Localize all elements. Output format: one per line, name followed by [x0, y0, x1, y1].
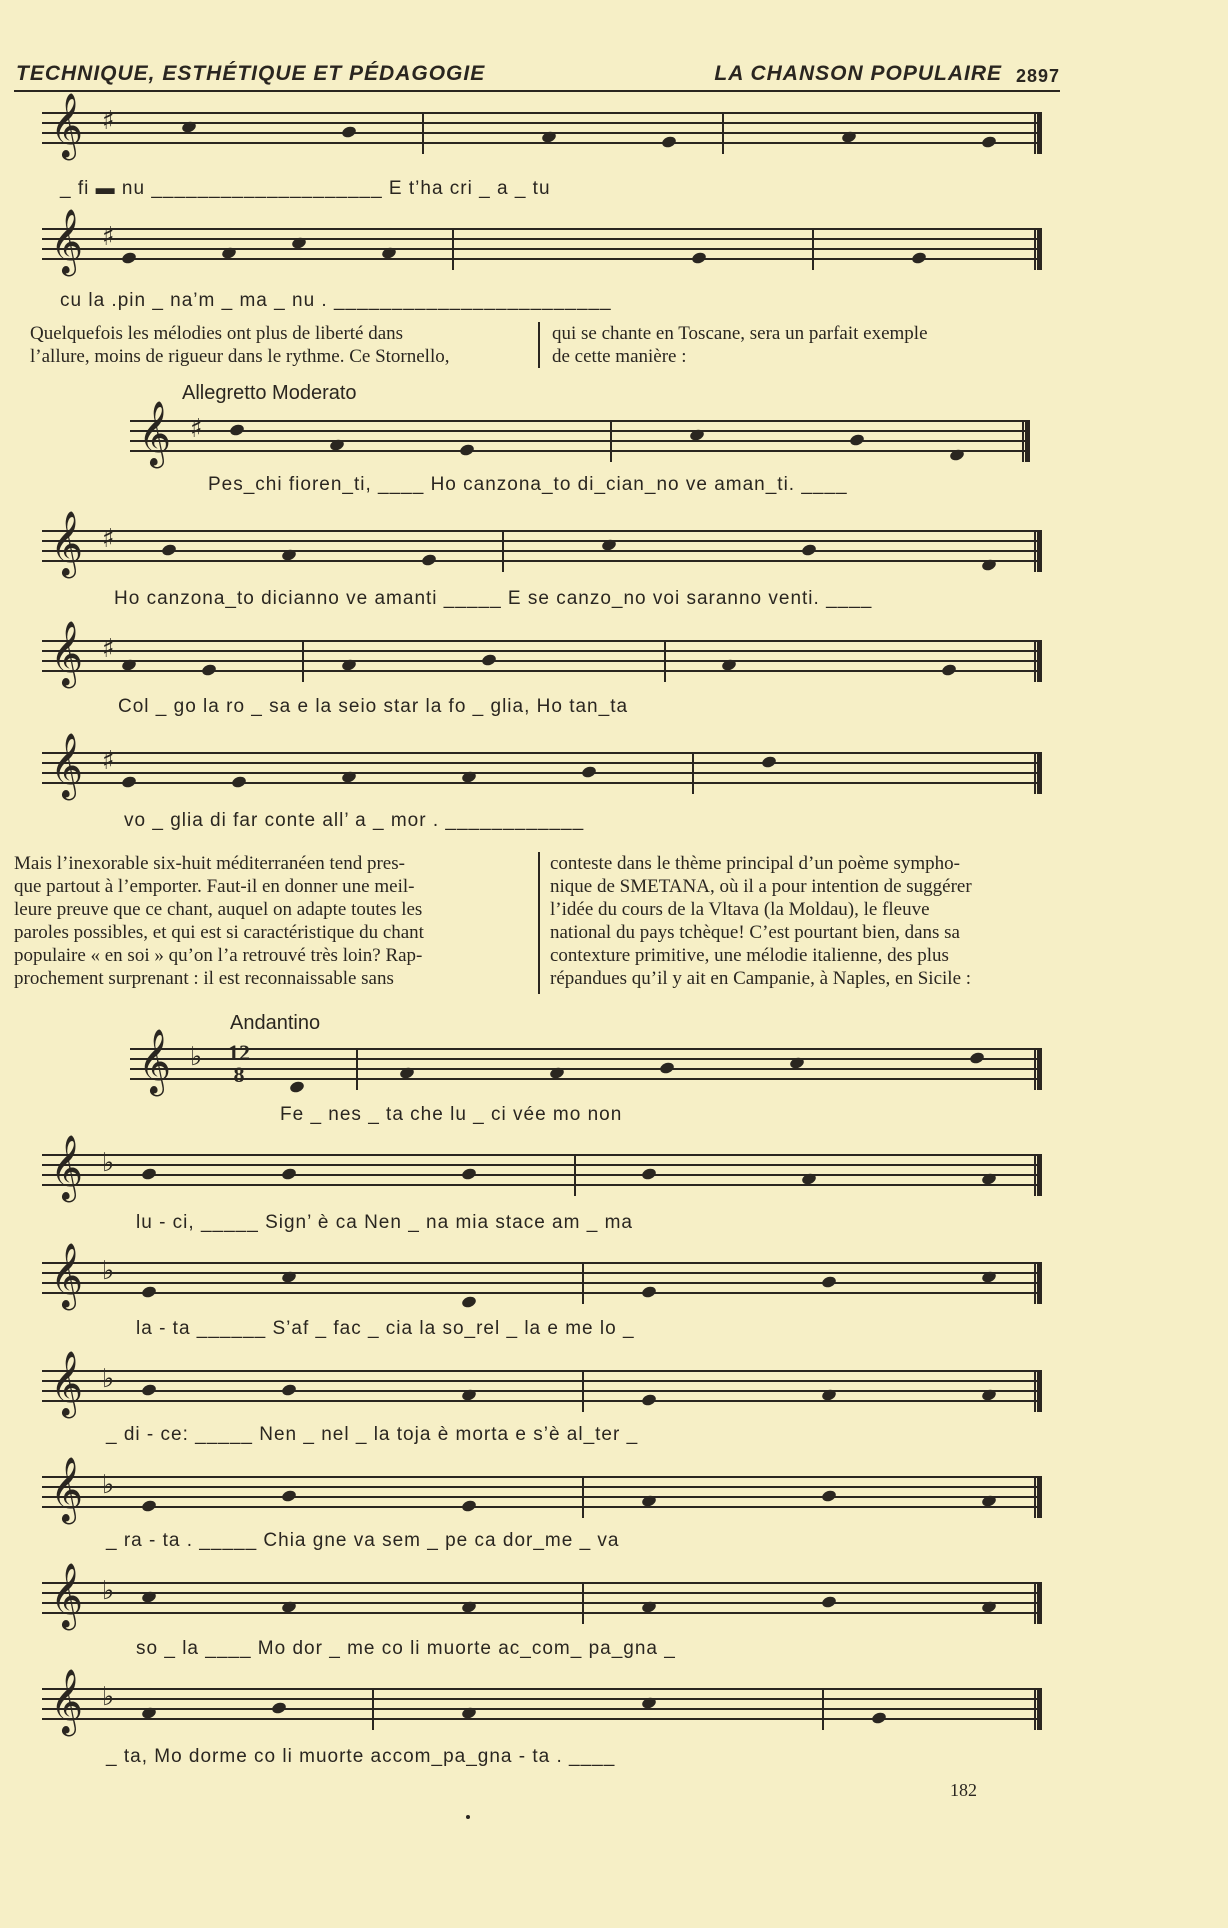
lyrics-line: Pes_chi fioren_ti, ____ Ho canzona_to di_cian_no ve aman_ti. ____ [208, 474, 848, 495]
staff-end-line [1034, 1688, 1042, 1730]
note [121, 251, 138, 265]
text-line: Quelquefois les mélodies ont plus de liberté dans [30, 323, 404, 344]
music-staff [42, 733, 1042, 798]
treble-clef-icon: 𝄞 [50, 209, 84, 274]
music-staff [42, 1457, 1042, 1522]
text-line: contexture primitive, une mélodie italienne, des plus [550, 945, 949, 966]
barline [372, 1688, 374, 1730]
note [281, 1167, 298, 1181]
lyrics-line: lu - ci, _____ Sign’ è ca Nen _ na mia stace am _ ma [136, 1212, 633, 1233]
note [461, 1600, 478, 1614]
note [981, 1388, 998, 1402]
note [271, 1701, 288, 1715]
lyrics-line: _ ta, Mo dorme co li muorte accom_pa_gna - ta . ____ [106, 1746, 616, 1767]
note [821, 1388, 838, 1402]
key-signature-sharp: ♯ [190, 414, 203, 444]
treble-clef-icon: 𝄞 [50, 511, 84, 576]
note [281, 1489, 298, 1503]
text-line: qui se chante en Toscane, sera un parfait exemple [552, 323, 928, 344]
text-line: leure preuve que ce chant, auquel on adapte toutes les [14, 899, 423, 920]
music-staff [42, 621, 1042, 686]
note [821, 1489, 838, 1503]
note [141, 1285, 158, 1299]
note [981, 135, 998, 149]
text-line: national du pays tchèque! C’est pourtant bien, dans sa [550, 922, 960, 943]
note [661, 135, 678, 149]
note [821, 1595, 838, 1609]
note [141, 1499, 158, 1513]
staff-end-line [1034, 640, 1042, 682]
note [381, 246, 398, 260]
staff-end-line [1034, 228, 1042, 270]
lyrics-line: la - ta ______ S’af _ fac _ cia la so_rel _ la e me lo _ [136, 1318, 635, 1339]
lyrics-line: Fe _ nes _ ta che lu _ ci vée mo non [280, 1104, 623, 1125]
music-staff [42, 1563, 1042, 1628]
treble-clef-icon: 𝄞 [50, 1243, 84, 1308]
note [981, 558, 998, 572]
text-line: Mais l’inexorable six-huit méditerranéen tend pres- [14, 853, 405, 874]
paragraph-right [550, 852, 1064, 990]
note [641, 1285, 658, 1299]
key-signature-flat: ♭ [102, 1364, 115, 1394]
note [141, 1590, 158, 1604]
key-signature-sharp: ♯ [102, 524, 115, 554]
text-line: conteste dans le thème principal d’un poème sympho- [550, 853, 960, 874]
note [801, 543, 818, 557]
key-signature-sharp: ♯ [102, 106, 115, 136]
text-line: l’idée du cours de la Vltava (la Moldau), le fleuve [550, 899, 930, 920]
note [281, 548, 298, 562]
key-signature-sharp: ♯ [102, 634, 115, 664]
treble-clef-icon: 𝄞 [50, 1457, 84, 1522]
treble-clef-icon: 𝄞 [50, 1135, 84, 1200]
treble-clef-icon: 𝄞 [50, 1351, 84, 1416]
note [329, 438, 346, 452]
note [969, 1051, 986, 1065]
note [689, 428, 706, 442]
note [601, 538, 618, 552]
note [481, 653, 498, 667]
note [801, 1172, 818, 1186]
staff-end-line [1034, 1370, 1042, 1412]
signature-number: 182 [950, 1780, 977, 1800]
lyrics-line: cu la .pin _ na’m _ ma _ nu . ________________________ [60, 290, 612, 311]
time-signature [228, 1042, 250, 1086]
note [981, 1270, 998, 1284]
treble-clef-icon: 𝄞 [138, 1029, 172, 1094]
staff-end-line [1034, 1048, 1042, 1090]
staff-end-line [1034, 1262, 1042, 1304]
note [291, 236, 308, 250]
note [461, 1499, 478, 1513]
staff-end-line [1034, 1154, 1042, 1196]
time-signature-top: 12 [228, 1040, 250, 1065]
lyrics-line: vo _ glia di far conte all’ a _ mor . ____________ [124, 810, 585, 831]
note [871, 1711, 888, 1725]
music-staff [42, 1135, 1042, 1200]
barline [722, 112, 724, 154]
note [459, 443, 476, 457]
barline [664, 640, 666, 682]
lyrics-line: _ fi ▬ nu ____________________ E t’ha cri _ a _ tu [60, 178, 551, 199]
treble-clef-icon: 𝄞 [50, 621, 84, 686]
music-staff [130, 1029, 1042, 1094]
note [721, 658, 738, 672]
lyrics-line: Ho canzona_to dicianno ve amanti _____ E se canzo_no voi saranno venti. ____ [114, 588, 873, 609]
note [641, 1600, 658, 1614]
note [841, 130, 858, 144]
note [289, 1080, 306, 1094]
staff-end-line [1022, 420, 1030, 462]
note [121, 658, 138, 672]
note [911, 251, 928, 265]
note [141, 1167, 158, 1181]
note [941, 663, 958, 677]
barline [356, 1048, 358, 1090]
music-staff [42, 511, 1042, 576]
note [821, 1275, 838, 1289]
text-line: l’allure, moins de rigueur dans le rythme. Ce Stornello, [30, 346, 450, 367]
text-line: prochement surprenant : il est reconnaissable sans [14, 968, 394, 989]
note [981, 1600, 998, 1614]
note [461, 1295, 478, 1309]
music-staff [42, 209, 1042, 274]
staff-end-line [1034, 1476, 1042, 1518]
page-number: 2897 [1015, 66, 1060, 86]
barline [582, 1582, 584, 1624]
treble-clef-icon: 𝄞 [50, 93, 84, 158]
note [541, 130, 558, 144]
key-signature-sharp: ♯ [102, 222, 115, 252]
note [281, 1270, 298, 1284]
paragraph-left [30, 322, 528, 368]
music-staff [130, 401, 1030, 466]
staff-end-line [1034, 112, 1042, 154]
text-line: populaire « en soi » qu’on l’a retrouvé très loin? Rap- [14, 945, 423, 966]
barline [582, 1370, 584, 1412]
note [201, 663, 218, 677]
barline [502, 530, 504, 572]
note [341, 658, 358, 672]
barline [422, 112, 424, 154]
treble-clef-icon: 𝄞 [50, 733, 84, 798]
staff-end-line [1034, 752, 1042, 794]
note [229, 423, 246, 437]
note [659, 1061, 676, 1075]
music-staff [42, 1669, 1042, 1734]
note [761, 755, 778, 769]
note [549, 1066, 566, 1080]
barline [692, 752, 694, 794]
key-signature-flat: ♭ [102, 1148, 115, 1178]
note [641, 1494, 658, 1508]
note [641, 1167, 658, 1181]
paragraph-right [552, 322, 1062, 368]
note [581, 765, 598, 779]
note [849, 433, 866, 447]
note [181, 120, 198, 134]
barline [452, 228, 454, 270]
lyrics-line: _ di - ce: _____ Nen _ nel _ la toja è morta e s’è al_ter _ [106, 1424, 639, 1445]
note [141, 1383, 158, 1397]
tempo-marking: Andantino [230, 1012, 321, 1034]
tempo-marking: Allegretto Moderato [182, 382, 357, 404]
note [461, 1388, 478, 1402]
column-divider [538, 322, 540, 368]
note [161, 543, 178, 557]
column-divider [538, 852, 540, 994]
note [221, 246, 238, 260]
key-signature-flat: ♭ [102, 1470, 115, 1500]
note [461, 770, 478, 784]
lyrics-line: so _ la ____ Mo dor _ me co li muorte ac_com_ pa_gna _ [136, 1638, 676, 1659]
treble-clef-icon: 𝄞 [50, 1669, 84, 1734]
music-staff [42, 93, 1042, 158]
key-signature-flat: ♭ [190, 1042, 203, 1072]
note [981, 1494, 998, 1508]
key-signature-flat: ♭ [102, 1682, 115, 1712]
note [341, 770, 358, 784]
music-staff [42, 1351, 1042, 1416]
barline [574, 1154, 576, 1196]
header-left-title: TECHNIQUE, ESTHÉTIQUE ET PÉDAGOGIE [16, 62, 486, 85]
note [461, 1167, 478, 1181]
note [789, 1056, 806, 1070]
treble-clef-icon: 𝄞 [138, 401, 172, 466]
running-header [14, 58, 1060, 92]
barline [302, 640, 304, 682]
note [281, 1383, 298, 1397]
note [121, 775, 138, 789]
note [949, 448, 966, 462]
note [461, 1706, 478, 1720]
staff-end-line [1034, 530, 1042, 572]
barline [812, 228, 814, 270]
paragraph-left [14, 852, 526, 990]
text-line: que partout à l’emporter. Faut-il en donner une meil- [14, 876, 415, 897]
note [399, 1066, 416, 1080]
text-line: nique de SMETANA, où il a pour intention de suggérer [550, 876, 972, 897]
lyrics-line: _ ra - ta . _____ Chia gne va sem _ pe ca dor_me _ va [106, 1530, 620, 1551]
key-signature-flat: ♭ [102, 1576, 115, 1606]
text-line: paroles possibles, et qui est si caractéristique du chant [14, 922, 424, 943]
note [691, 251, 708, 265]
note [141, 1706, 158, 1720]
text-line: de cette manière : [552, 346, 687, 367]
note [281, 1600, 298, 1614]
print-speck [466, 1815, 470, 1819]
staff-end-line [1034, 1582, 1042, 1624]
time-signature-bottom: 8 [233, 1062, 245, 1087]
barline [582, 1262, 584, 1304]
note [641, 1696, 658, 1710]
music-staff [42, 1243, 1042, 1308]
text-line: répandues qu’il y ait en Campanie, à Naples, en Sicile : [550, 968, 972, 989]
key-signature-sharp: ♯ [102, 746, 115, 776]
lyrics-line: Col _ go la ro _ sa e la seio star la fo _ glia, Ho tan_ta [118, 696, 629, 717]
barline [610, 420, 612, 462]
key-signature-flat: ♭ [102, 1256, 115, 1286]
note [641, 1393, 658, 1407]
barline [582, 1476, 584, 1518]
barline [822, 1688, 824, 1730]
note [231, 775, 248, 789]
treble-clef-icon: 𝄞 [50, 1563, 84, 1628]
note [981, 1172, 998, 1186]
note [421, 553, 438, 567]
header-right-title: LA CHANSON POPULAIRE [714, 62, 1002, 85]
note [341, 125, 358, 139]
